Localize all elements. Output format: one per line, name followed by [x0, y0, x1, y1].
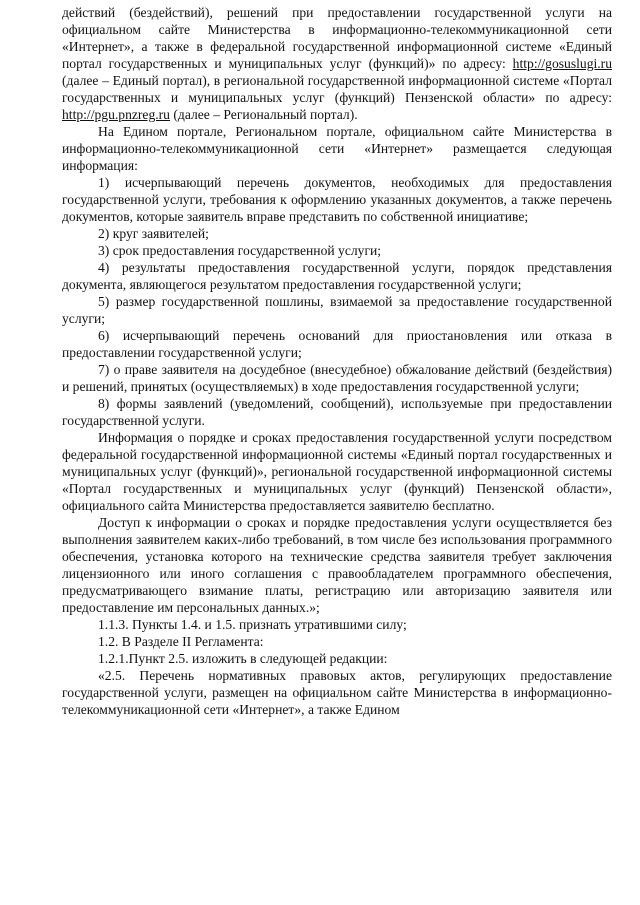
list-item: 5) размер государственной пошлины, взимаемой за предоставление государственной услуги;: [62, 294, 612, 326]
paragraph-text: (далее – Единый портал), в региональной государственной информационной системе «Портал государственных и муниципальных услуг (функций) Пензенской области» по адресу:: [62, 73, 612, 105]
paragraph-clause-1-1-3: 1.1.3. Пункты 1.4. и 1.5. признать утратившими силу;: [98, 617, 407, 632]
paragraph-portal-info: На Едином портале, Региональном портале, официальном сайте Министерства в информационно-телекоммуникационной сети «Интернет» размещается следующая информация:: [62, 124, 612, 173]
list-item: 1) исчерпывающий перечень документов, необходимых для предоставления государственной услуги, требования к оформлению указанных документов, а также перечень документов, которые заявитель вправе представить по собственной инициативе;: [62, 175, 612, 224]
paragraph-clause-2-5: «2.5. Перечень нормативных правовых актов, регулирующих предоставление государственной услуги, размещен на официальном сайте Министерства в информационно-телекоммуникационной сети «Интернет», а также Едином: [62, 668, 612, 717]
paragraph-clause-1-2: 1.2. В Разделе II Регламента:: [98, 634, 264, 649]
gosuslugi-link[interactable]: http://gosuslugi.ru: [512, 56, 612, 71]
paragraph-appeal-info: [62, 4, 612, 123]
paragraph-clause-1-2-1: 1.2.1.Пункт 2.5. изложить в следующей редакции:: [98, 651, 388, 666]
list-item: 4) результаты предоставления государственной услуги, порядок представления документа, являющегося результатом предоставления государственной услуги;: [62, 260, 612, 292]
paragraph-free-info: Информация о порядке и сроках предоставления государственной услуги посредством федеральной государственной информационной системы «Единый портал государственных и муниципальных услуг (функций)», региональной государственной информационной системы «Портал государственных и муниципальных услуг (функций) Пензенской области», официального сайта Министерства предоставляется заявителю бесплатно.: [62, 430, 612, 513]
list-item: 7) о праве заявителя на досудебное (внесудебное) обжалование действий (бездействия) и решений, принятых (осуществляемых) в ходе предоставления государственной услуги;: [62, 362, 612, 394]
list-item: 2) круг заявителей;: [98, 226, 209, 241]
pgu-pnzreg-link[interactable]: http://pgu.pnzreg.ru: [62, 107, 170, 122]
paragraph-access-info: Доступ к информации о сроках и порядке предоставления услуги осуществляется без выполнения заявителем каких-либо требований, в том числе без использования программного обеспечения, установка которого на технические средства заявителя требует заключения лицензионного или иного соглашения с правообладателем программного обеспечения, предусматривающего взимание платы, регистрацию или авторизацию заявителя или предоставление им персональных данных.»;: [62, 515, 612, 615]
list-item: 6) исчерпывающий перечень оснований для приостановления или отказа в предоставлении государственной услуги;: [62, 328, 612, 360]
list-item: 8) формы заявлений (уведомлений, сообщений), используемые при предоставлении государственной услуги.: [62, 396, 612, 428]
paragraph-text: (далее – Региональный портал).: [169, 107, 358, 122]
list-item: 3) срок предоставления государственной услуги;: [98, 243, 382, 258]
paragraph-text: действий (бездействий), решений при предоставлении государственной услуги на официальном сайте Министерства в информационно-телекоммуникационной сети «Интернет», а также в федеральной государственной информационной системе «Единый портал государственных и муниципальных услуг (функций)» по адресу:: [62, 5, 612, 71]
